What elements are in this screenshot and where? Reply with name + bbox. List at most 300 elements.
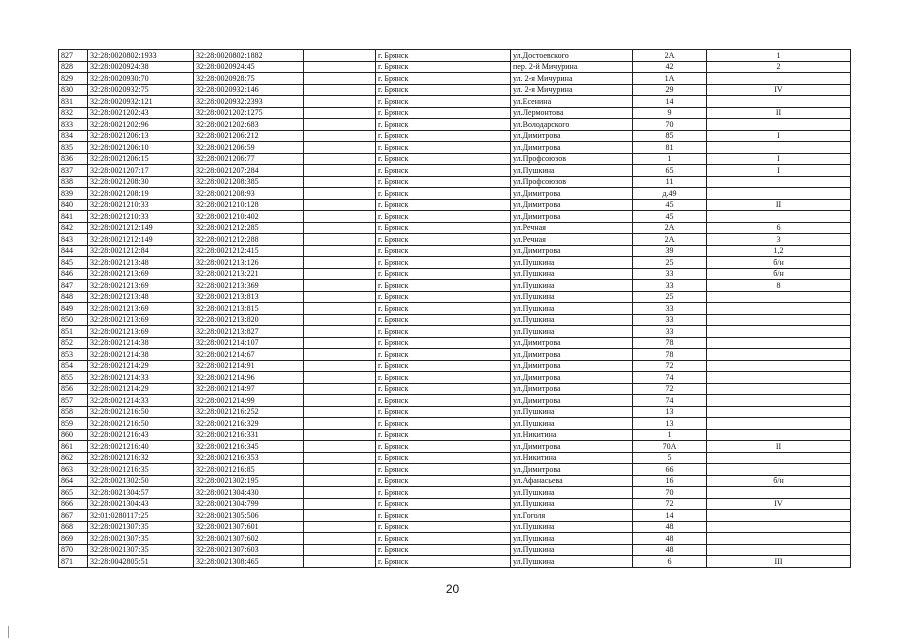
object-cadastral-number-cell: 32:28:0021212:285: [194, 222, 304, 234]
object-cadastral-number-cell: 32:28:0021304:430: [194, 487, 304, 499]
street-cell: ул.Пушкина: [511, 257, 633, 269]
row-number-cell: 851: [59, 326, 88, 338]
cadastral-number-cell: 32:28:0020932:121: [88, 96, 194, 108]
house-number-cell: 48: [633, 544, 707, 556]
blank-cell: [304, 360, 376, 372]
row-number-cell: 838: [59, 176, 88, 188]
house-number-cell: 1: [633, 429, 707, 441]
city-cell: г. Брянск: [376, 326, 511, 338]
house-number-cell: 14: [633, 96, 707, 108]
table-row: [59, 245, 851, 257]
object-cadastral-number-cell: 32:28:0021307:601: [194, 521, 304, 533]
apartment-cell: [707, 349, 851, 361]
table-row: [59, 510, 851, 522]
house-number-cell: 1А: [633, 73, 707, 85]
apartment-cell: [707, 326, 851, 338]
blank-cell: [304, 107, 376, 119]
apartment-cell: [707, 418, 851, 430]
city-cell: г. Брянск: [376, 130, 511, 142]
city-cell: г. Брянск: [376, 521, 511, 533]
apartment-cell: IV: [707, 498, 851, 510]
city-cell: г. Брянск: [376, 314, 511, 326]
object-cadastral-number-cell: 32:28:0021202:1275: [194, 107, 304, 119]
table-row: [59, 418, 851, 430]
table-row: [59, 50, 851, 62]
blank-cell: [304, 487, 376, 499]
street-cell: ул.Речная: [511, 234, 633, 246]
row-number-cell: 852: [59, 337, 88, 349]
table-row: [59, 441, 851, 453]
house-number-cell: 25: [633, 291, 707, 303]
row-number-cell: 867: [59, 510, 88, 522]
cadastral-number-cell: 32:28:0020930:70: [88, 73, 194, 85]
blank-cell: [304, 165, 376, 177]
object-cadastral-number-cell: 32:28:0021213:126: [194, 257, 304, 269]
object-cadastral-number-cell: 32:28:0020924:45: [194, 61, 304, 73]
house-number-cell: 85: [633, 130, 707, 142]
house-number-cell: 45: [633, 199, 707, 211]
cadastral-number-cell: 32:28:0021213:69: [88, 303, 194, 315]
row-number-cell: 833: [59, 119, 88, 131]
table-row: [59, 165, 851, 177]
blank-cell: [304, 429, 376, 441]
blank-cell: [304, 510, 376, 522]
table-row: [59, 280, 851, 292]
house-number-cell: 72: [633, 383, 707, 395]
street-cell: ул.Профсоюзов: [511, 153, 633, 165]
table-row: [59, 372, 851, 384]
object-cadastral-number-cell: 32:28:0021214:97: [194, 383, 304, 395]
object-cadastral-number-cell: 32:28:0021207:284: [194, 165, 304, 177]
apartment-cell: [707, 464, 851, 476]
blank-cell: [304, 130, 376, 142]
blank-cell: [304, 268, 376, 280]
row-number-cell: 854: [59, 360, 88, 372]
city-cell: г. Брянск: [376, 464, 511, 476]
apartment-cell: б/н: [707, 268, 851, 280]
apartment-cell: [707, 314, 851, 326]
blank-cell: [304, 464, 376, 476]
table-row: [59, 544, 851, 556]
street-cell: ул.Речная: [511, 222, 633, 234]
apartment-cell: [707, 487, 851, 499]
row-number-cell: 863: [59, 464, 88, 476]
object-cadastral-number-cell: 32:28:0021216:353: [194, 452, 304, 464]
apartment-cell: [707, 533, 851, 545]
table-row: [59, 533, 851, 545]
blank-cell: [304, 406, 376, 418]
city-cell: г. Брянск: [376, 487, 511, 499]
object-cadastral-number-cell: 32:28:0020928:75: [194, 73, 304, 85]
street-cell: ул.Пушкина: [511, 418, 633, 430]
street-cell: ул.Димитрова: [511, 383, 633, 395]
blank-cell: [304, 383, 376, 395]
apartment-cell: IV: [707, 84, 851, 96]
house-number-cell: д.49: [633, 188, 707, 200]
row-number-cell: 871: [59, 556, 88, 568]
city-cell: г. Брянск: [376, 291, 511, 303]
city-cell: г. Брянск: [376, 257, 511, 269]
apartment-cell: [707, 176, 851, 188]
row-number-cell: 870: [59, 544, 88, 556]
street-cell: ул.Гоголя: [511, 510, 633, 522]
house-number-cell: 29: [633, 84, 707, 96]
city-cell: г. Брянск: [376, 61, 511, 73]
city-cell: г. Брянск: [376, 303, 511, 315]
city-cell: г. Брянск: [376, 96, 511, 108]
table-row: [59, 452, 851, 464]
blank-cell: [304, 73, 376, 85]
house-number-cell: 42: [633, 61, 707, 73]
house-number-cell: 11: [633, 176, 707, 188]
row-number-cell: 860: [59, 429, 88, 441]
blank-cell: [304, 199, 376, 211]
cadastral-number-cell: 32:28:0021214:38: [88, 337, 194, 349]
street-cell: ул.Профсоюзов: [511, 176, 633, 188]
cadastral-number-cell: 32:28:0021307:35: [88, 544, 194, 556]
table-row: [59, 464, 851, 476]
row-number-cell: 837: [59, 165, 88, 177]
table-row: [59, 188, 851, 200]
city-cell: г. Брянск: [376, 360, 511, 372]
blank-cell: [304, 521, 376, 533]
table-row: [59, 521, 851, 533]
table-row: [59, 73, 851, 85]
table-row: [59, 498, 851, 510]
apartment-cell: [707, 429, 851, 441]
cadastral-number-cell: 32:28:0021216:32: [88, 452, 194, 464]
row-number-cell: 865: [59, 487, 88, 499]
city-cell: г. Брянск: [376, 165, 511, 177]
house-number-cell: 45: [633, 211, 707, 223]
house-number-cell: 66: [633, 464, 707, 476]
street-cell: пер. 2-й Мичурина: [511, 61, 633, 73]
row-number-cell: 866: [59, 498, 88, 510]
blank-cell: [304, 395, 376, 407]
street-cell: ул.Димитрова: [511, 395, 633, 407]
blank-cell: [304, 372, 376, 384]
row-number-cell: 846: [59, 268, 88, 280]
apartment-cell: II: [707, 107, 851, 119]
cadastral-number-cell: 32:28:0020932:75: [88, 84, 194, 96]
street-cell: ул.Афанасьева: [511, 475, 633, 487]
object-cadastral-number-cell: 32:28:0021208:385: [194, 176, 304, 188]
city-cell: г. Брянск: [376, 418, 511, 430]
row-number-cell: 828: [59, 61, 88, 73]
object-cadastral-number-cell: 32:28:0021213:827: [194, 326, 304, 338]
object-cadastral-number-cell: 32:28:0021307:602: [194, 533, 304, 545]
street-cell: ул.Пушкина: [511, 303, 633, 315]
city-cell: г. Брянск: [376, 176, 511, 188]
table-row: [59, 406, 851, 418]
row-number-cell: 842: [59, 222, 88, 234]
street-cell: ул.Димитрова: [511, 245, 633, 257]
city-cell: г. Брянск: [376, 153, 511, 165]
cadastral-number-cell: 32:28:0021214:38: [88, 349, 194, 361]
table-row: [59, 61, 851, 73]
house-number-cell: 9: [633, 107, 707, 119]
street-cell: ул.Никитина: [511, 452, 633, 464]
city-cell: г. Брянск: [376, 544, 511, 556]
row-number-cell: 848: [59, 291, 88, 303]
cadastral-number-cell: 32:28:0021206:15: [88, 153, 194, 165]
apartment-cell: [707, 510, 851, 522]
blank-cell: [304, 119, 376, 131]
street-cell: ул.Володарского: [511, 119, 633, 131]
street-cell: ул.Димитрова: [511, 199, 633, 211]
blank-cell: [304, 291, 376, 303]
object-cadastral-number-cell: 32:28:0020932:146: [194, 84, 304, 96]
blank-cell: [304, 475, 376, 487]
table-row: [59, 119, 851, 131]
cadastral-number-cell: 32:28:0021307:35: [88, 521, 194, 533]
table-row: [59, 429, 851, 441]
street-cell: ул.Пушкина: [511, 280, 633, 292]
blank-cell: [304, 96, 376, 108]
object-cadastral-number-cell: 32:28:0021213:815: [194, 303, 304, 315]
house-number-cell: 81: [633, 142, 707, 154]
cadastral-number-cell: 32:28:0021213:48: [88, 291, 194, 303]
house-number-cell: 72: [633, 360, 707, 372]
cadastral-number-cell: 32:28:0021214:33: [88, 372, 194, 384]
cadastral-number-cell: 32:28:0021216:50: [88, 406, 194, 418]
house-number-cell: 14: [633, 510, 707, 522]
house-number-cell: 72: [633, 498, 707, 510]
cadastral-number-cell: 32:28:0021202:43: [88, 107, 194, 119]
table-row: [59, 383, 851, 395]
cadastral-number-cell: 32:28:0021214:29: [88, 360, 194, 372]
cadastral-number-cell: 32:28:0021202:96: [88, 119, 194, 131]
apartment-cell: [707, 142, 851, 154]
street-cell: ул.Димитрова: [511, 188, 633, 200]
apartment-cell: 1,2: [707, 245, 851, 257]
cadastral-number-cell: 32:28:0021206:10: [88, 142, 194, 154]
house-number-cell: 2А: [633, 50, 707, 62]
table-row: [59, 107, 851, 119]
cadastral-number-cell: 32:28:0021212:84: [88, 245, 194, 257]
object-cadastral-number-cell: 32:28:0020932:2393: [194, 96, 304, 108]
cadastral-number-cell: 32:28:0021213:69: [88, 280, 194, 292]
cadastral-number-cell: 32:28:0021304:57: [88, 487, 194, 499]
object-cadastral-number-cell: 32:28:0021208:93: [194, 188, 304, 200]
object-cadastral-number-cell: 32:28:0021304:799: [194, 498, 304, 510]
street-cell: ул.Пушкина: [511, 533, 633, 545]
house-number-cell: 48: [633, 521, 707, 533]
cadastral-number-cell: 32:28:0021216:50: [88, 418, 194, 430]
city-cell: г. Брянск: [376, 533, 511, 545]
blank-cell: [304, 452, 376, 464]
row-number-cell: 830: [59, 84, 88, 96]
house-number-cell: 33: [633, 280, 707, 292]
apartment-cell: [707, 521, 851, 533]
row-number-cell: 856: [59, 383, 88, 395]
row-number-cell: 869: [59, 533, 88, 545]
apartment-cell: [707, 544, 851, 556]
apartment-cell: 1: [707, 50, 851, 62]
apartment-cell: [707, 119, 851, 131]
row-number-cell: 862: [59, 452, 88, 464]
blank-cell: [304, 441, 376, 453]
street-cell: ул.Пушкина: [511, 406, 633, 418]
object-cadastral-number-cell: 32:28:0021212:288: [194, 234, 304, 246]
object-cadastral-number-cell: 32:28:0021206:212: [194, 130, 304, 142]
blank-cell: [304, 498, 376, 510]
street-cell: ул. 2-я Мичурина: [511, 73, 633, 85]
blank-cell: [304, 303, 376, 315]
cadastral-number-cell: 32:28:0021208:19: [88, 188, 194, 200]
table-row: [59, 337, 851, 349]
apartment-cell: [707, 360, 851, 372]
blank-cell: [304, 349, 376, 361]
blank-cell: [304, 280, 376, 292]
object-cadastral-number-cell: 32:28:0021206:59: [194, 142, 304, 154]
object-cadastral-number-cell: 32:28:0021216:329: [194, 418, 304, 430]
house-number-cell: 25: [633, 257, 707, 269]
cadastral-number-cell: 32:28:0020802:1933: [88, 50, 194, 62]
city-cell: г. Брянск: [376, 73, 511, 85]
cadastral-number-cell: 32:28:0021302:50: [88, 475, 194, 487]
table-row: [59, 556, 851, 568]
apartment-cell: 2: [707, 61, 851, 73]
blank-cell: [304, 188, 376, 200]
apartment-cell: [707, 291, 851, 303]
street-cell: ул. 2-я Мичурина: [511, 84, 633, 96]
street-cell: ул.Димитрова: [511, 349, 633, 361]
object-cadastral-number-cell: 32:28:0021213:813: [194, 291, 304, 303]
city-cell: г. Брянск: [376, 383, 511, 395]
apartment-cell: 8: [707, 280, 851, 292]
table-row: [59, 349, 851, 361]
city-cell: г. Брянск: [376, 142, 511, 154]
house-number-cell: 5: [633, 452, 707, 464]
table-row: [59, 211, 851, 223]
row-number-cell: 841: [59, 211, 88, 223]
city-cell: г. Брянск: [376, 234, 511, 246]
city-cell: г. Брянск: [376, 107, 511, 119]
city-cell: г. Брянск: [376, 119, 511, 131]
apartment-cell: [707, 73, 851, 85]
blank-cell: [304, 234, 376, 246]
cadastral-number-cell: 32:28:0021213:69: [88, 314, 194, 326]
street-cell: ул.Пушкина: [511, 314, 633, 326]
cadastral-number-cell: 32:28:0021307:35: [88, 533, 194, 545]
row-number-cell: 844: [59, 245, 88, 257]
street-cell: ул.Пушкина: [511, 556, 633, 568]
table-row: [59, 257, 851, 269]
house-number-cell: 33: [633, 326, 707, 338]
blank-cell: [304, 211, 376, 223]
house-number-cell: 78: [633, 349, 707, 361]
apartment-cell: [707, 96, 851, 108]
cadastral-number-cell: 32:28:0021213:48: [88, 257, 194, 269]
cadastral-number-cell: 32:28:0021210:33: [88, 211, 194, 223]
object-cadastral-number-cell: 32:28:0021302:195: [194, 475, 304, 487]
apartment-cell: I: [707, 130, 851, 142]
city-cell: г. Брянск: [376, 222, 511, 234]
object-cadastral-number-cell: 32:28:0021206:77: [194, 153, 304, 165]
cadastral-number-cell: 32:28:0021214:33: [88, 395, 194, 407]
object-cadastral-number-cell: 32:28:0021216:85: [194, 464, 304, 476]
street-cell: ул.Димитрова: [511, 130, 633, 142]
row-number-cell: 839: [59, 188, 88, 200]
row-number-cell: 827: [59, 50, 88, 62]
city-cell: г. Брянск: [376, 452, 511, 464]
blank-cell: [304, 314, 376, 326]
apartment-cell: II: [707, 199, 851, 211]
city-cell: г. Брянск: [376, 406, 511, 418]
table-row: [59, 84, 851, 96]
street-cell: ул.Димитрова: [511, 360, 633, 372]
house-number-cell: 74: [633, 395, 707, 407]
row-number-cell: 855: [59, 372, 88, 384]
row-number-cell: 849: [59, 303, 88, 315]
row-number-cell: 868: [59, 521, 88, 533]
street-cell: ул.Достоевского: [511, 50, 633, 62]
city-cell: г. Брянск: [376, 498, 511, 510]
table-row: [59, 222, 851, 234]
apartment-cell: 6: [707, 222, 851, 234]
blank-cell: [304, 556, 376, 568]
cadastral-number-cell: 32:28:0021210:33: [88, 199, 194, 211]
blank-cell: [304, 533, 376, 545]
apartment-cell: [707, 406, 851, 418]
cadastral-number-cell: 32:28:0021304:43: [88, 498, 194, 510]
object-cadastral-number-cell: 32:28:0021213:820: [194, 314, 304, 326]
house-number-cell: 33: [633, 303, 707, 315]
margin-mark: [8, 626, 9, 638]
table-row: [59, 303, 851, 315]
cadastral-number-cell: 32:01:0280117:25: [88, 510, 194, 522]
house-number-cell: 78: [633, 337, 707, 349]
cadastral-number-cell: 32:28:0042805:51: [88, 556, 194, 568]
object-cadastral-number-cell: 32:28:0021305:506: [194, 510, 304, 522]
table-row: [59, 234, 851, 246]
city-cell: г. Брянск: [376, 372, 511, 384]
apartment-cell: [707, 452, 851, 464]
cadastral-number-cell: 32:28:0021212:149: [88, 222, 194, 234]
street-cell: ул.Димитрова: [511, 372, 633, 384]
cadastral-number-cell: 32:28:0020924:38: [88, 61, 194, 73]
table-row: [59, 487, 851, 499]
table-row: [59, 360, 851, 372]
city-cell: г. Брянск: [376, 84, 511, 96]
street-cell: ул.Пушкина: [511, 291, 633, 303]
row-number-cell: 836: [59, 153, 88, 165]
cadastral-number-cell: 32:28:0021206:13: [88, 130, 194, 142]
city-cell: г. Брянск: [376, 441, 511, 453]
blank-cell: [304, 418, 376, 430]
blank-cell: [304, 544, 376, 556]
blank-cell: [304, 61, 376, 73]
blank-cell: [304, 153, 376, 165]
house-number-cell: 33: [633, 268, 707, 280]
table-row: [59, 395, 851, 407]
row-number-cell: 861: [59, 441, 88, 453]
apartment-cell: б/н: [707, 257, 851, 269]
house-number-cell: 48: [633, 533, 707, 545]
object-cadastral-number-cell: 32:28:0021210:128: [194, 199, 304, 211]
house-number-cell: 70А: [633, 441, 707, 453]
city-cell: г. Брянск: [376, 395, 511, 407]
object-cadastral-number-cell: 32:28:0021308:465: [194, 556, 304, 568]
blank-cell: [304, 142, 376, 154]
table-body: [59, 50, 851, 568]
city-cell: г. Брянск: [376, 245, 511, 257]
house-number-cell: 6: [633, 556, 707, 568]
table-row: [59, 96, 851, 108]
street-cell: ул.Пушкина: [511, 544, 633, 556]
apartment-cell: [707, 188, 851, 200]
